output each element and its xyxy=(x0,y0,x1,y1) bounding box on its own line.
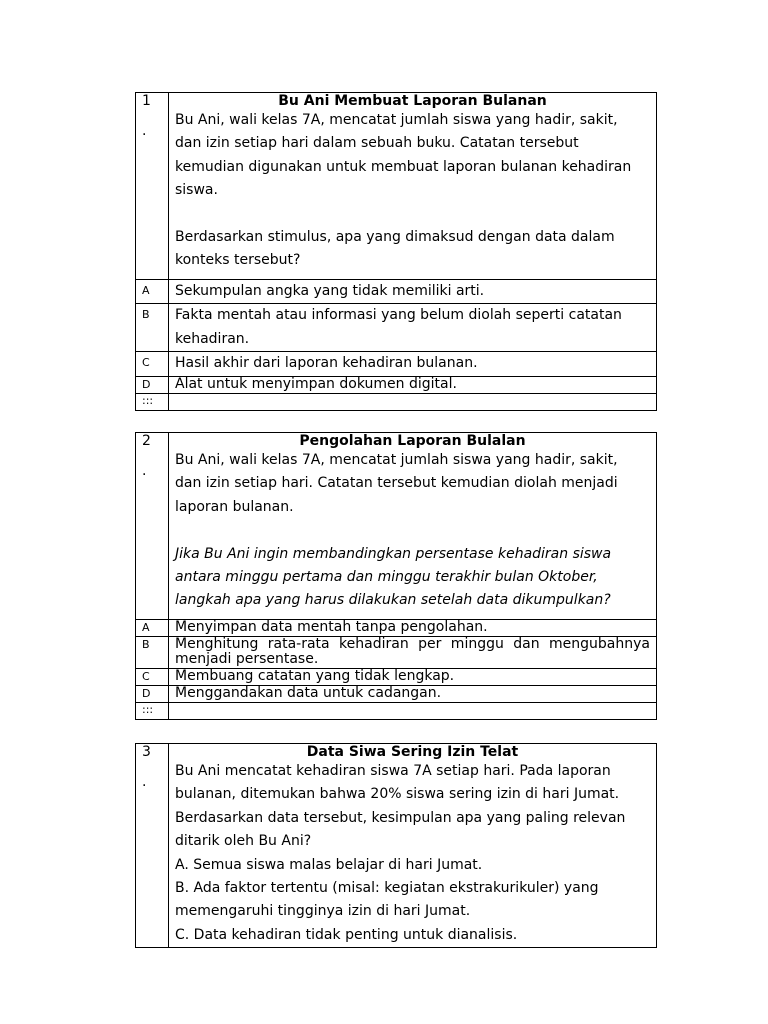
option-c-text: Membuang catatan yang tidak lengkap. xyxy=(169,669,657,686)
option-label: D xyxy=(136,686,169,703)
stem-line: bulanan, ditemukan bahwa 20% siswa sering izin di hari Jumat. xyxy=(175,786,620,803)
stem-line: dan izin setiap hari. Catatan tersebut kemudian diolah menjadi xyxy=(175,475,618,492)
stem-line: kemudian digunakan untuk membuat laporan bulanan kehadiran xyxy=(175,158,632,175)
stem-line: ditarik oleh Bu Ani? xyxy=(175,833,312,850)
extra-row-marker: ::: xyxy=(136,703,169,720)
option-d-text: Alat untuk menyimpan dokumen digital. xyxy=(169,376,657,393)
option-a-text: Menyimpan data mentah tanpa pengolahan. xyxy=(169,620,657,637)
stem-line: B. Ada faktor tertentu (misal: kegiatan ekstrakurikuler) yang xyxy=(175,880,599,897)
option-label: C xyxy=(136,352,169,376)
question-body xyxy=(169,433,657,620)
question-line: langkah apa yang harus dilakukan setelah data dikumpulkan? xyxy=(175,592,611,609)
question-stem xyxy=(175,109,650,273)
stem-line: Bu Ani mencatat kehadiran siswa 7A setiap hari. Pada laporan xyxy=(175,763,611,779)
question-title: Bu Ani Membuat Laporan Bulanan xyxy=(278,93,547,109)
question-number xyxy=(136,433,169,620)
question-1-table xyxy=(135,92,657,411)
question-number xyxy=(136,744,169,948)
stem-line: laporan bulanan. xyxy=(175,498,294,515)
question-number xyxy=(136,93,169,280)
question-number-dot: . xyxy=(142,123,147,139)
question-body xyxy=(169,744,657,948)
question-line: Berdasarkan stimulus, apa yang dimaksud dengan data dalam xyxy=(175,229,615,246)
extra-row-empty xyxy=(169,393,657,410)
option-b-text: Fakta mentah atau informasi yang belum diolah seperti catatan kehadiran. xyxy=(169,304,657,352)
question-line: konteks tersebut? xyxy=(175,252,301,269)
option-label: A xyxy=(136,280,169,304)
question-number-dot: . xyxy=(142,774,147,790)
question-body xyxy=(169,93,657,280)
stem-line: memengaruhi tingginya izin di hari Jumat. xyxy=(175,903,471,920)
stem-line: A. Semua siswa malas belajar di hari Jumat. xyxy=(175,856,483,873)
stem-line: siswa. xyxy=(175,182,218,199)
option-label: B xyxy=(136,637,169,669)
option-d-text: Menggandakan data untuk cadangan. xyxy=(169,686,657,703)
option-label: B xyxy=(136,304,169,352)
question-title: Pengolahan Laporan Bulalan xyxy=(299,433,526,449)
stem-line: Berdasarkan data tersebut, kesimpulan apa yang paling relevan xyxy=(175,809,626,826)
extra-row-empty xyxy=(169,703,657,720)
stem-line: Bu Ani, wali kelas 7A, mencatat jumlah siswa yang hadir, sakit, xyxy=(175,112,618,128)
option-label: C xyxy=(136,669,169,686)
question-number-digit: 1 xyxy=(142,93,151,109)
option-label: D xyxy=(136,376,169,393)
question-title: Data Siwa Sering Izin Telat xyxy=(306,744,519,760)
stem-line: C. Data kehadiran tidak penting untuk dianalisis. xyxy=(175,926,518,943)
question-number-digit: 2 xyxy=(142,433,151,449)
question-number-digit: 3 xyxy=(142,744,151,760)
option-c-text: Hasil akhir dari laporan kehadiran bulanan. xyxy=(169,352,657,376)
question-2-table xyxy=(135,432,657,720)
question-3-table xyxy=(135,743,657,948)
stem-line: dan izin setiap hari dalam sebuah buku. Catatan tersebut xyxy=(175,135,579,152)
stem-line: Bu Ani, wali kelas 7A, mencatat jumlah siswa yang hadir, sakit, xyxy=(175,452,618,468)
option-b-text: Menghitung rata-rata kehadiran per minggu dan mengubahnya menjadi persentase. xyxy=(169,637,657,669)
question-line: Jika Bu Ani ingin membandingkan persentase kehadiran siswa xyxy=(175,545,612,562)
question-number-dot: . xyxy=(142,463,147,479)
option-a-text: Sekumpulan angka yang tidak memiliki arti. xyxy=(169,280,657,304)
question-stem xyxy=(175,449,650,613)
question-stem xyxy=(175,760,650,947)
question-line: antara minggu pertama dan minggu terakhir bulan Oktober, xyxy=(175,569,598,586)
option-label: A xyxy=(136,620,169,637)
extra-row-marker: ::: xyxy=(136,393,169,410)
